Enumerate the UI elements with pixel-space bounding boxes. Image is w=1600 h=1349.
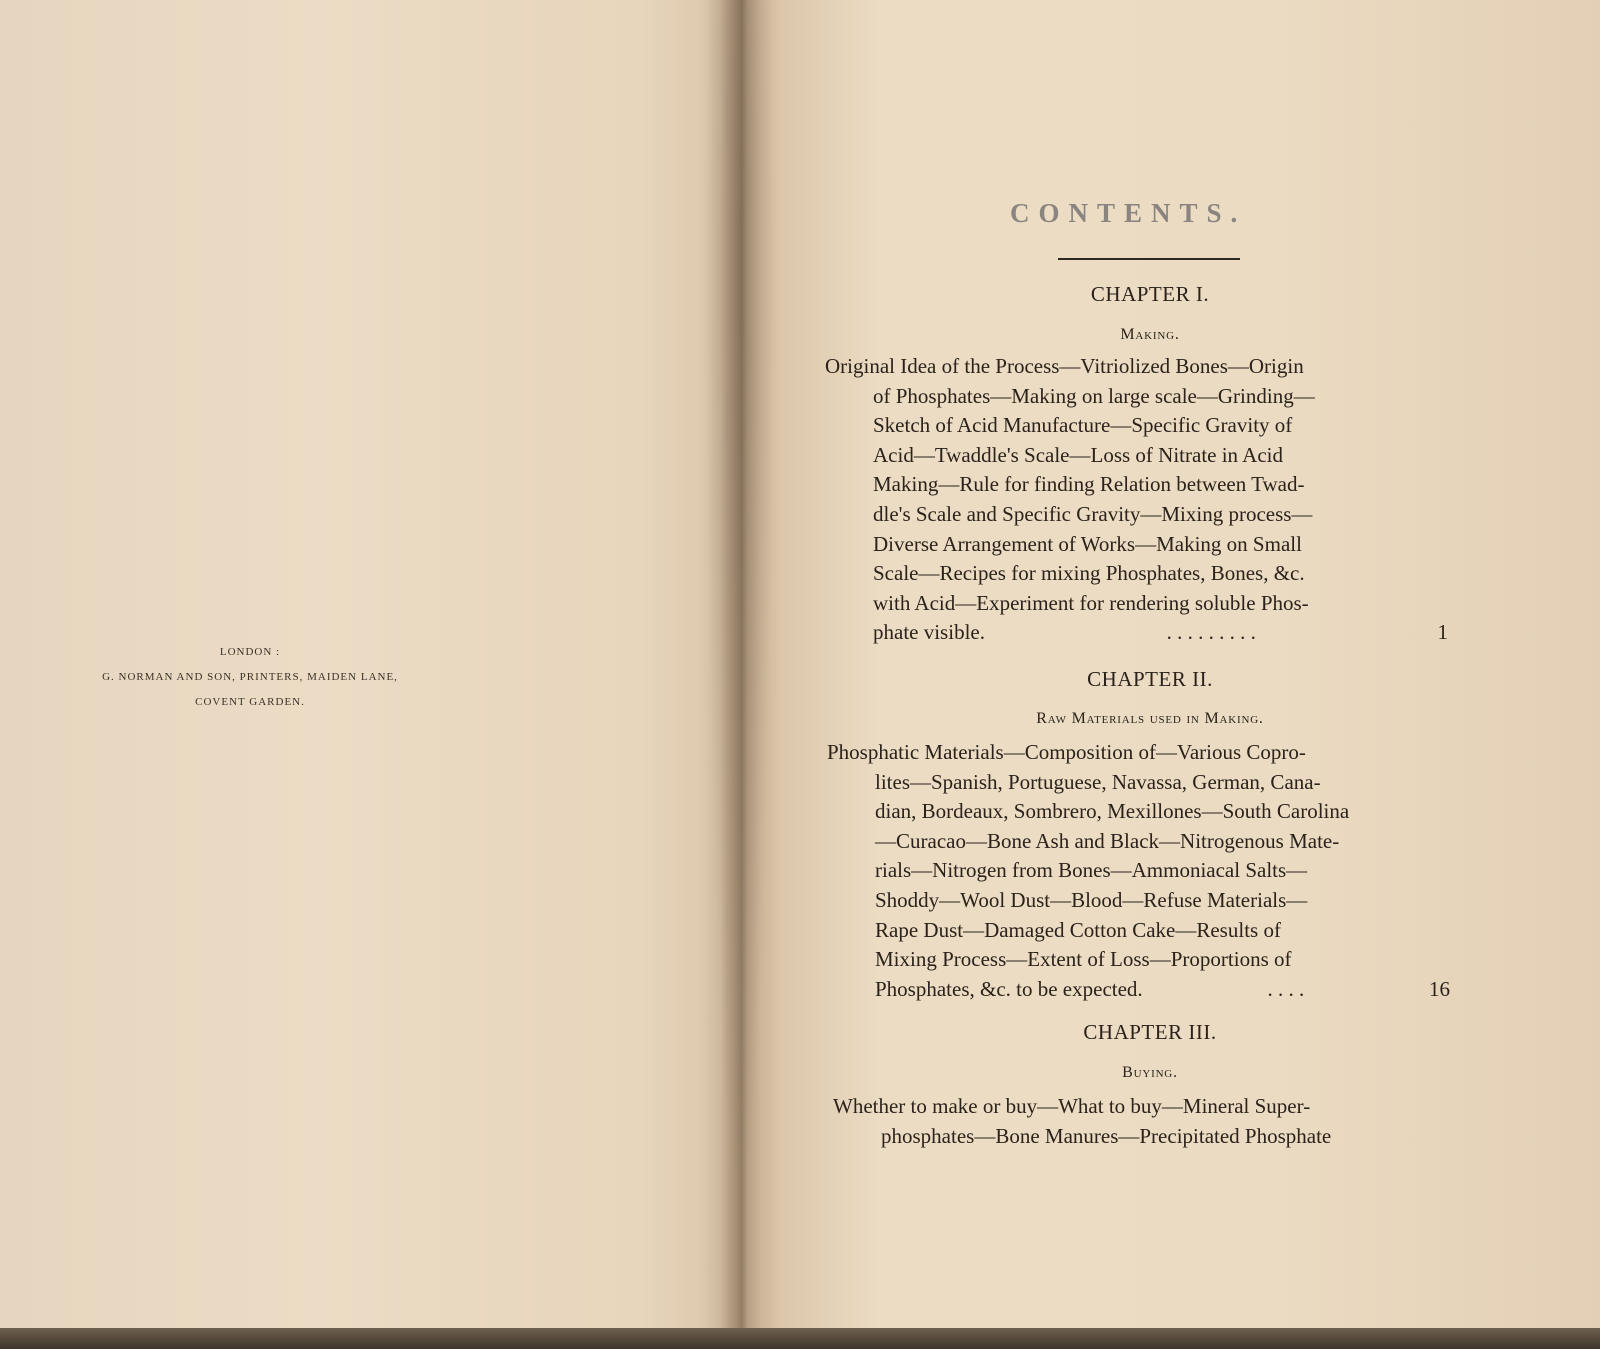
dot-leader: . . . . . . . . . bbox=[1166, 620, 1256, 645]
chapter-heading: CHAPTER III. bbox=[1083, 1020, 1217, 1044]
page-number: 16 bbox=[1429, 976, 1450, 1001]
summary-line: dian, Bordeaux, Sombrero, Mexillones—South Carolina bbox=[875, 799, 1350, 824]
left-page bbox=[0, 0, 730, 1328]
dot-leader: . . . . bbox=[1267, 976, 1305, 1001]
summary-last-line bbox=[825, 618, 1448, 648]
summary-line: Sketch of Acid Manufacture—Specific Gravity of bbox=[873, 413, 1293, 438]
summary-line: —Curacao—Bone Ash and Black—Nitrogenous Mate- bbox=[875, 828, 1340, 853]
chapter-subheading: Making. bbox=[1120, 326, 1180, 343]
summary-line: Whether to make or buy—What to buy—Mineral Super- bbox=[833, 1094, 1311, 1118]
summary-line: dle's Scale and Specific Gravity—Mixing process— bbox=[873, 501, 1313, 526]
summary-line: rials—Nitrogen from Bones—Ammoniacal Salts— bbox=[875, 858, 1308, 883]
chapter-subheading: Raw Materials used in Making. bbox=[1036, 710, 1264, 727]
summary-line: Rape Dust—Damaged Cotton Cake—Results of bbox=[875, 917, 1281, 942]
summary-line: Making—Rule for finding Relation between Twad- bbox=[873, 472, 1305, 497]
printer-imprint bbox=[40, 640, 460, 715]
summary-line: Diverse Arrangement of Works—Making on Small bbox=[873, 531, 1302, 556]
contents-title: CONTENTS. bbox=[1010, 198, 1247, 228]
summary-line: phate visible. bbox=[873, 620, 985, 645]
summary-line: Scale—Recipes for mixing Phosphates, Bones, &c. bbox=[873, 561, 1305, 586]
summary-line: lites—Spanish, Portuguese, Navassa, German, Cana- bbox=[875, 769, 1321, 794]
imprint-line: COVENT GARDEN. bbox=[195, 696, 305, 708]
chapter-heading: CHAPTER I. bbox=[1090, 282, 1210, 306]
summary-line: Shoddy—Wool Dust—Blood—Refuse Materials— bbox=[875, 887, 1308, 912]
summary-line: Mixing Process—Extent of Loss—Proportions of bbox=[875, 947, 1292, 972]
imprint-line: LONDON : bbox=[219, 646, 281, 658]
chapter-summary bbox=[827, 738, 1450, 1004]
summary-last-line bbox=[827, 975, 1450, 1005]
chapter-summary bbox=[833, 1092, 1456, 1151]
page-number: 1 bbox=[1437, 620, 1448, 645]
summary-line: Phosphates, &c. to be expected. bbox=[875, 976, 1143, 1001]
chapter-subheading: Buying. bbox=[1122, 1064, 1178, 1081]
chapter-summary bbox=[825, 352, 1448, 648]
summary-line: Phosphatic Materials—Composition of—Various Copro- bbox=[827, 740, 1306, 764]
summary-line: phosphates—Bone Manures—Precipitated Phosphate bbox=[881, 1123, 1332, 1148]
chapter-heading: CHAPTER II. bbox=[1087, 667, 1213, 691]
imprint-line: G. NORMAN AND SON, PRINTERS, MAIDEN LANE, bbox=[102, 671, 398, 683]
right-page bbox=[780, 0, 1600, 1328]
title-rule bbox=[1058, 258, 1240, 260]
summary-line: of Phosphates—Making on large scale—Grinding— bbox=[873, 383, 1315, 408]
summary-line: with Acid—Experiment for rendering soluble Phos- bbox=[873, 590, 1309, 615]
summary-line: Acid—Twaddle's Scale—Loss of Nitrate in Acid bbox=[873, 442, 1283, 467]
book-cover-edge bbox=[0, 1328, 1600, 1349]
summary-line: Original Idea of the Process—Vitriolized Bones—Origin bbox=[825, 354, 1304, 378]
